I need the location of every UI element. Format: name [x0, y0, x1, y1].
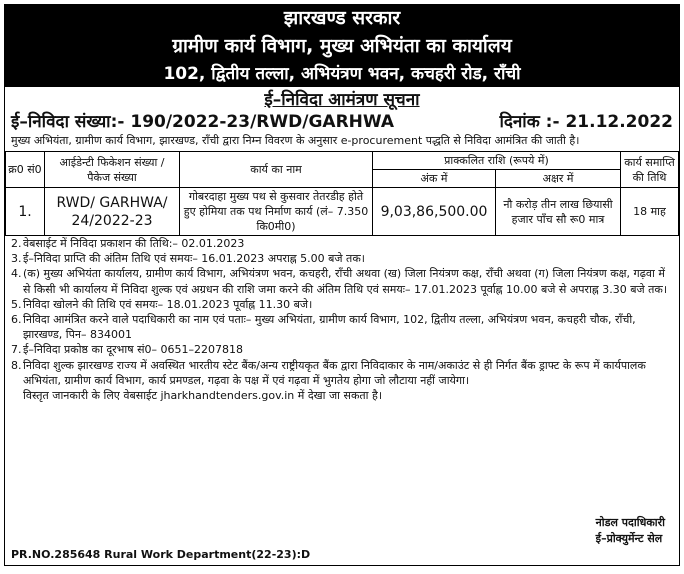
note-text: (क) मुख्य अभियंता कार्यालय, ग्रामीण कार्य विभाग, अभियंत्रण भवन, कचहरी, राँची अथवा (ख) जिला नियंत्रण कक्ष, राँची अथवा (ग) जिला नियंत्रण कक्ष, गढ़वा में से किसी भी कार्यालय में निविदा शुल्क एवं अग्रधन की राशि जमा करने की अंतिम तिथि एवं समयः– 17.01.2023 पूर्वाह्न 10.00 बजे से अपराह्न 3.30 बजे तक।	[23, 267, 668, 296]
cell-period: 18 माह	[621, 188, 679, 236]
signature-title: नोडल पदाधिकारी	[595, 516, 665, 529]
note-item	[11, 236, 673, 251]
header-banner	[5, 5, 679, 87]
header-state: झारखण्ड सरकार	[283, 7, 401, 29]
cell-sr: 1.	[6, 188, 45, 236]
intro-text: मुख्य अभियंता, ग्रामीण कार्य विभाग, झारखण्ड, राँची द्वारा निम्न विवरण के अनुसार e-procurement पद्धति से निविदा आमंत्रित की जाती है।	[11, 134, 580, 147]
note-text: ई–निविदा प्रकोष्ठ का दूरभाष सं0– 0651–2207818	[23, 343, 244, 357]
notice-date: दिनांक :- 21.12.2022	[499, 112, 673, 132]
note-number: 7.	[11, 343, 22, 357]
tender-number: ई–निविदा संख्या:- 190/2022-23/RWD/GARHWA	[11, 112, 395, 132]
cell-cost-fig: 9,03,86,500.00	[373, 188, 496, 236]
note-number: 8.	[11, 358, 22, 372]
col-cost-word: अक्षर में	[496, 170, 621, 188]
note-item	[11, 358, 673, 388]
signature-cell: ई–प्रोक्युर्मेन्ट सेल	[595, 532, 663, 545]
notice-title-wrap	[5, 89, 679, 111]
col-cost-fig: अंक में	[373, 170, 496, 188]
note-item	[11, 251, 673, 266]
note-item	[11, 266, 673, 296]
note-text: निविदा खोलने की तिथि एवं समयः– 18.01.2023 पूर्वाह्न 11.30 बजे।	[23, 297, 313, 311]
note-item	[11, 342, 673, 357]
website-line: विस्तृत जानकारी के लिए वेबसाईट jharkhandtenders.gov.in में देखा जा सकता है।	[23, 389, 383, 403]
col-work: कार्य का नाम	[180, 152, 373, 188]
header-address: 102, द्वितीय तल्ला, अभियंत्रण भवन, कचहरी रोड, राँची	[163, 64, 521, 84]
note-text: वेबसाईट में निविदा प्रकाशन की तिथि:– 02.01.2023	[23, 237, 245, 250]
col-cost: प्राक्कलित राशि (रूपये में)	[373, 152, 621, 170]
note-text: ई–निविदा प्राप्ति की अंतिम तिथि एवं समयः– 16.01.2023 अपराह्न 5.00 बजे तक।	[23, 252, 365, 266]
note-number: 2.	[11, 237, 22, 250]
notes-list	[5, 236, 679, 388]
col-id: आईडेन्टी फिकेशन संख्या / पैकेज संख्या	[45, 152, 180, 188]
reference-line	[5, 111, 679, 133]
table-row	[6, 188, 679, 236]
col-sr: क्र0 सं0	[6, 152, 45, 188]
note-item	[11, 312, 673, 342]
cell-work: गोबरदाहा मुख्य पथ से कुसवार तेतरडीह होते हुए होमिया तक पथ निर्माण कार्य (लं– 7.350 कि0मी0)	[180, 188, 373, 236]
signature-block	[596, 515, 665, 547]
note-number: 3.	[11, 252, 22, 266]
note-item	[11, 297, 673, 312]
tender-notice	[4, 4, 680, 566]
tender-table	[5, 151, 679, 236]
note-number: 4.	[11, 267, 22, 281]
cell-id: RWD/ GARHWA/ 24/2022-23	[45, 188, 180, 236]
table-header-row	[6, 152, 679, 170]
note-text: निविदा शुल्क झारखण्ड राज्य में अवस्थित भारतीय स्टेट बैंक/अन्य राष्ट्रीयकृत बैंक द्वारा निविदाकार के नाम/अकाउंट से ही निर्गत बैंक ड्राफ्ट के रूप में कार्यपालक अभियंता, ग्रामीण कार्य विभाग, कार्य प्रमण्डल, गढ़वा के पक्ष में एवं गढ़वा में भुगतेय होगा जो लौटाया नहीं जायेगा।	[23, 358, 646, 387]
note-number: 5.	[11, 297, 22, 311]
cell-cost-word: नौ करोड़ तीन लाख छियासी हजार पाँच सौ रू0 मात्र	[496, 188, 621, 236]
pr-number: PR.NO.285648 Rural Work Department(22-23):D	[11, 548, 311, 561]
note-text: निविदा आमंत्रित करने वाले पदाधिकारी का नाम एवं पताः– मुख्य अभियंता, ग्रामीण कार्य विभाग, 102, द्वितीय तल्ला, अभियंत्रण भवन, कचहरी चौक, राँची, झारखण्ड, पिन– 834001	[23, 313, 636, 342]
note-number: 6.	[11, 313, 22, 327]
header-office: ग्रामीण कार्य विभाग, मुख्य अभियंता का कार्यालय	[172, 35, 512, 57]
notice-title: ई–निविदा आमंत्रण सूचना	[264, 90, 420, 110]
col-period: कार्य समाप्ति की तिथि	[621, 152, 679, 188]
